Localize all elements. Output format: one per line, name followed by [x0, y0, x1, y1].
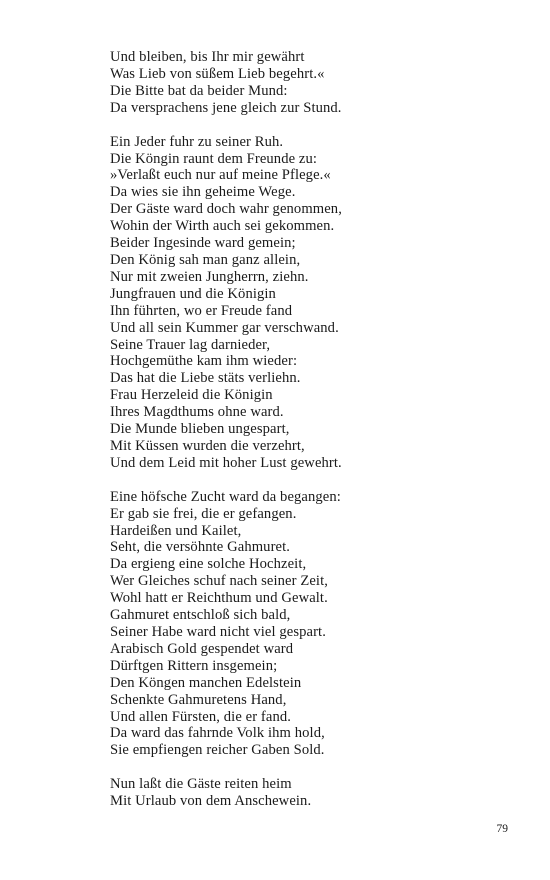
verse-line: Nun laßt die Gäste reiten heim [110, 776, 292, 793]
stanza-2 [110, 134, 510, 472]
verse-line: Die Munde blieben ungespart, [110, 421, 290, 438]
verse-line: Seht, die versöhnte Gahmuret. [110, 539, 291, 556]
verse-line: Da ward das fahrnde Volk ihm hold, [110, 725, 325, 742]
verse-line: Er gab sie frei, die er gefangen. [110, 505, 297, 522]
verse-line: Da versprachens jene gleich zur Stund. [110, 99, 342, 116]
verse-line: Und dem Leid mit hoher Lust gewehrt. [110, 454, 342, 471]
verse-line: Seiner Habe ward nicht viel gespart. [110, 624, 326, 640]
verse-line: Ihn führten, wo er Freude fand [110, 302, 293, 319]
verse-line: Beider Ingesinde ward gemein; [110, 235, 296, 252]
verse-line: Gahmuret entschloß sich bald, [110, 607, 291, 624]
verse-line: Hardeißen und Kailet, [110, 522, 242, 539]
verse-line: Und all sein Kummer gar verschwand. [110, 319, 339, 336]
verse-line: Die Bitte bat da beider Mund: [110, 82, 288, 99]
verse-line: Sie empfiengen reicher Gaben Sold. [110, 742, 325, 759]
verse-line: Wohin der Wirth auch sei gekommen. [110, 218, 335, 235]
verse-line: Schenkte Gahmuretens Hand, [110, 691, 287, 708]
verse-line: Den Köngen manchen Edelstein [110, 674, 302, 691]
verse-line: Ein Jeder fuhr zu seiner Ruh. [110, 133, 284, 150]
verse-line: Die Köngin raunt dem Freunde zu: [110, 150, 318, 167]
stanza-4 [110, 776, 510, 810]
poem-text [110, 49, 510, 827]
verse-line: Ihres Magdthums ohne ward. [110, 404, 284, 421]
verse-line: Und allen Fürsten, die er fand. [110, 708, 292, 725]
verse-line: Dürftgen Rittern insgemein; [110, 657, 278, 674]
verse-line: Hochgemüthe kam ihm wieder: [110, 353, 298, 370]
page-number: 79 [496, 823, 508, 835]
verse-line: Jungfrauen und die Königin [110, 285, 276, 302]
verse-line: Arabisch Gold gespendet ward [110, 640, 294, 657]
verse-line: Der Gäste ward doch wahr genommen, [110, 201, 342, 218]
verse-line: Frau Herzeleid die Königin [110, 387, 273, 404]
verse-line: Und bleiben, bis Ihr mir gewährt [110, 49, 305, 65]
verse-line: Mit Urlaub von dem Anschewein. [110, 793, 312, 810]
stanza-1 [110, 49, 510, 117]
verse-line: Da wies sie ihn geheime Wege. [110, 184, 296, 201]
stanza-3 [110, 489, 510, 760]
verse-line: Wohl hatt er Reichthum und Gewalt. [110, 590, 328, 607]
verse-line: Wer Gleiches schuf nach seiner Zeit, [110, 573, 328, 590]
verse-line: Was Lieb von süßem Lieb begehrt.« [110, 65, 325, 82]
verse-line: Nur mit zweien Jungherrn, ziehn. [110, 268, 309, 285]
verse-line: Seine Trauer lag darnieder, [110, 336, 271, 353]
verse-line: Den König sah man ganz allein, [110, 251, 301, 268]
verse-line: Eine höfsche Zucht ward da begangen: [110, 488, 341, 505]
verse-line: »Verlaßt euch nur auf meine Pflege.« [110, 167, 331, 184]
verse-line: Das hat die Liebe stäts verliehn. [110, 370, 301, 387]
verse-line: Da ergieng eine solche Hochzeit, [110, 556, 307, 573]
verse-line: Mit Küssen wurden die verzehrt, [110, 437, 305, 454]
